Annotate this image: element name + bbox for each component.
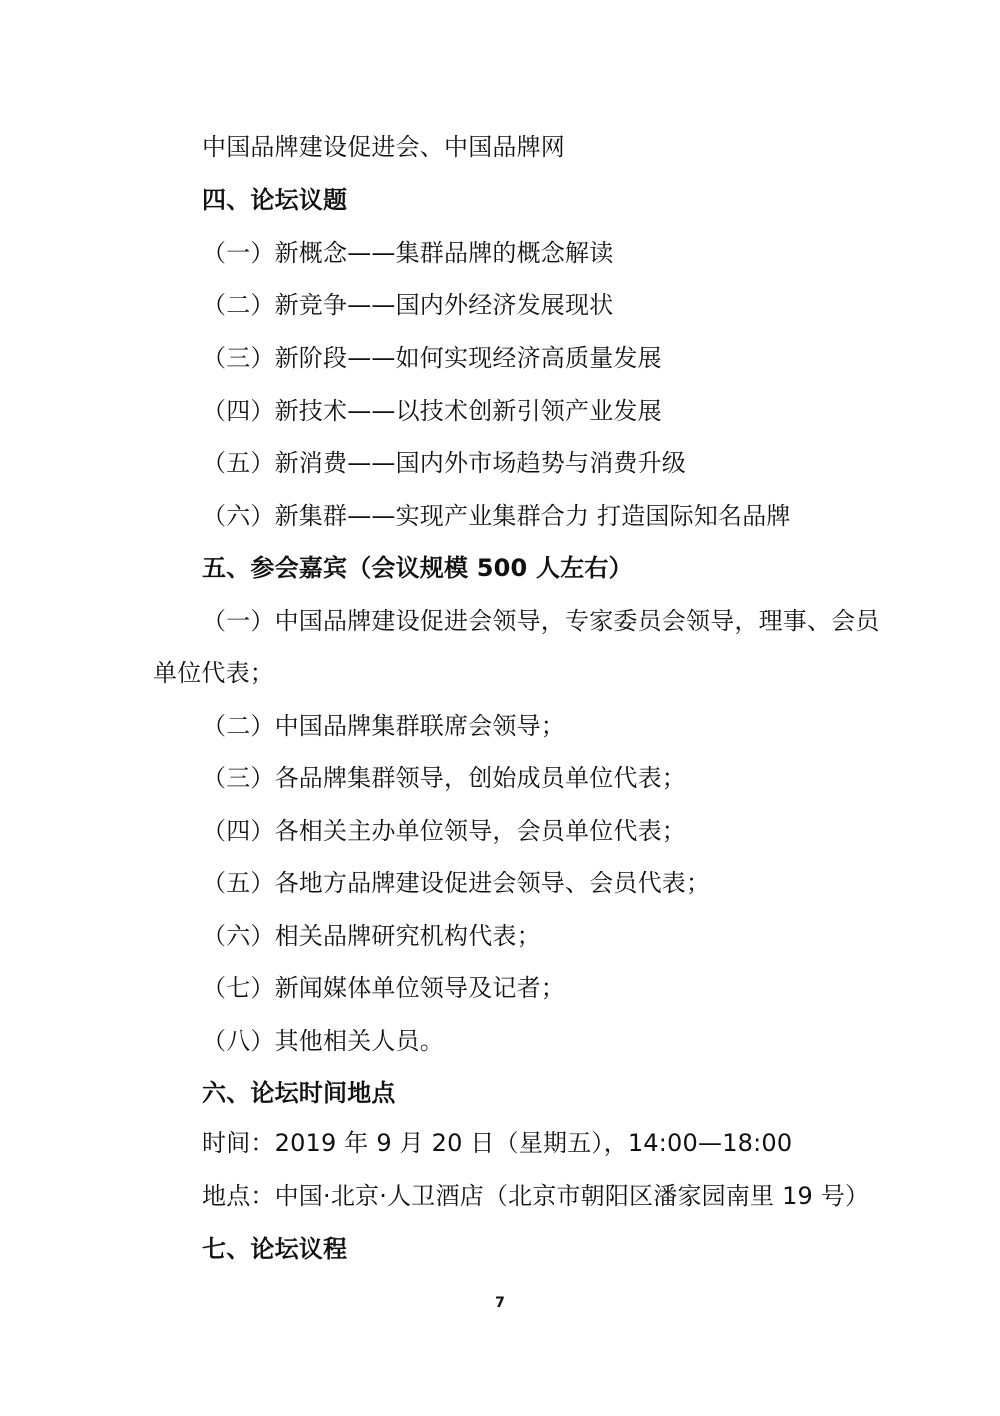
guest-item-6: （六）相关品牌研究机构代表； — [202, 922, 541, 950]
guest-item-5: （五）各地方品牌建设促进会领导、会员代表； — [202, 869, 711, 897]
guest-item-1: （一）中国品牌建设促进会领导，专家委员会领导，理事、会员 — [202, 607, 880, 635]
organizer-line: 中国品牌建设促进会、中国品牌网 — [202, 133, 565, 161]
topic-item-1: （一）新概念——集群品牌的概念解读 — [202, 239, 614, 267]
section-heading-topics: 四、论坛议题 — [202, 186, 348, 214]
topic-item-3: （三）新阶段——如何实现经济高质量发展 — [202, 344, 662, 372]
topic-item-5: （五）新消费——国内外市场趋势与消费升级 — [202, 449, 686, 477]
event-location: 地点：中国·北京·人卫酒店（北京市朝阳区潘家园南里 19 号） — [202, 1182, 870, 1210]
guest-item-2: （二）中国品牌集群联席会领导； — [202, 712, 565, 740]
guest-item-4: （四）各相关主办单位领导，会员单位代表； — [202, 817, 686, 845]
section-heading-time-place: 六、论坛时间地点 — [202, 1079, 396, 1107]
topic-item-6: （六）新集群——实现产业集群合力 打造国际知名品牌 — [202, 502, 791, 530]
section-heading-guests: 五、参会嘉宾（会议规模 500 人左右） — [202, 554, 633, 582]
topic-item-4: （四）新技术——以技术创新引领产业发展 — [202, 397, 662, 425]
page-number: 7 — [495, 1295, 505, 1311]
guest-item-3: （三）各品牌集群领导，创始成员单位代表； — [202, 764, 686, 792]
event-time: 时间：2019 年 9 月 20 日（星期五），14:00—18:00 — [202, 1129, 793, 1157]
topic-item-2: （二）新竞争——国内外经济发展现状 — [202, 291, 614, 319]
guest-item-8: （八）其他相关人员。 — [202, 1027, 444, 1055]
guest-item-7: （七）新闻媒体单位领导及记者； — [202, 974, 565, 1002]
guest-item-1-continued: 单位代表； — [153, 659, 274, 687]
section-heading-agenda: 七、论坛议程 — [202, 1235, 348, 1263]
